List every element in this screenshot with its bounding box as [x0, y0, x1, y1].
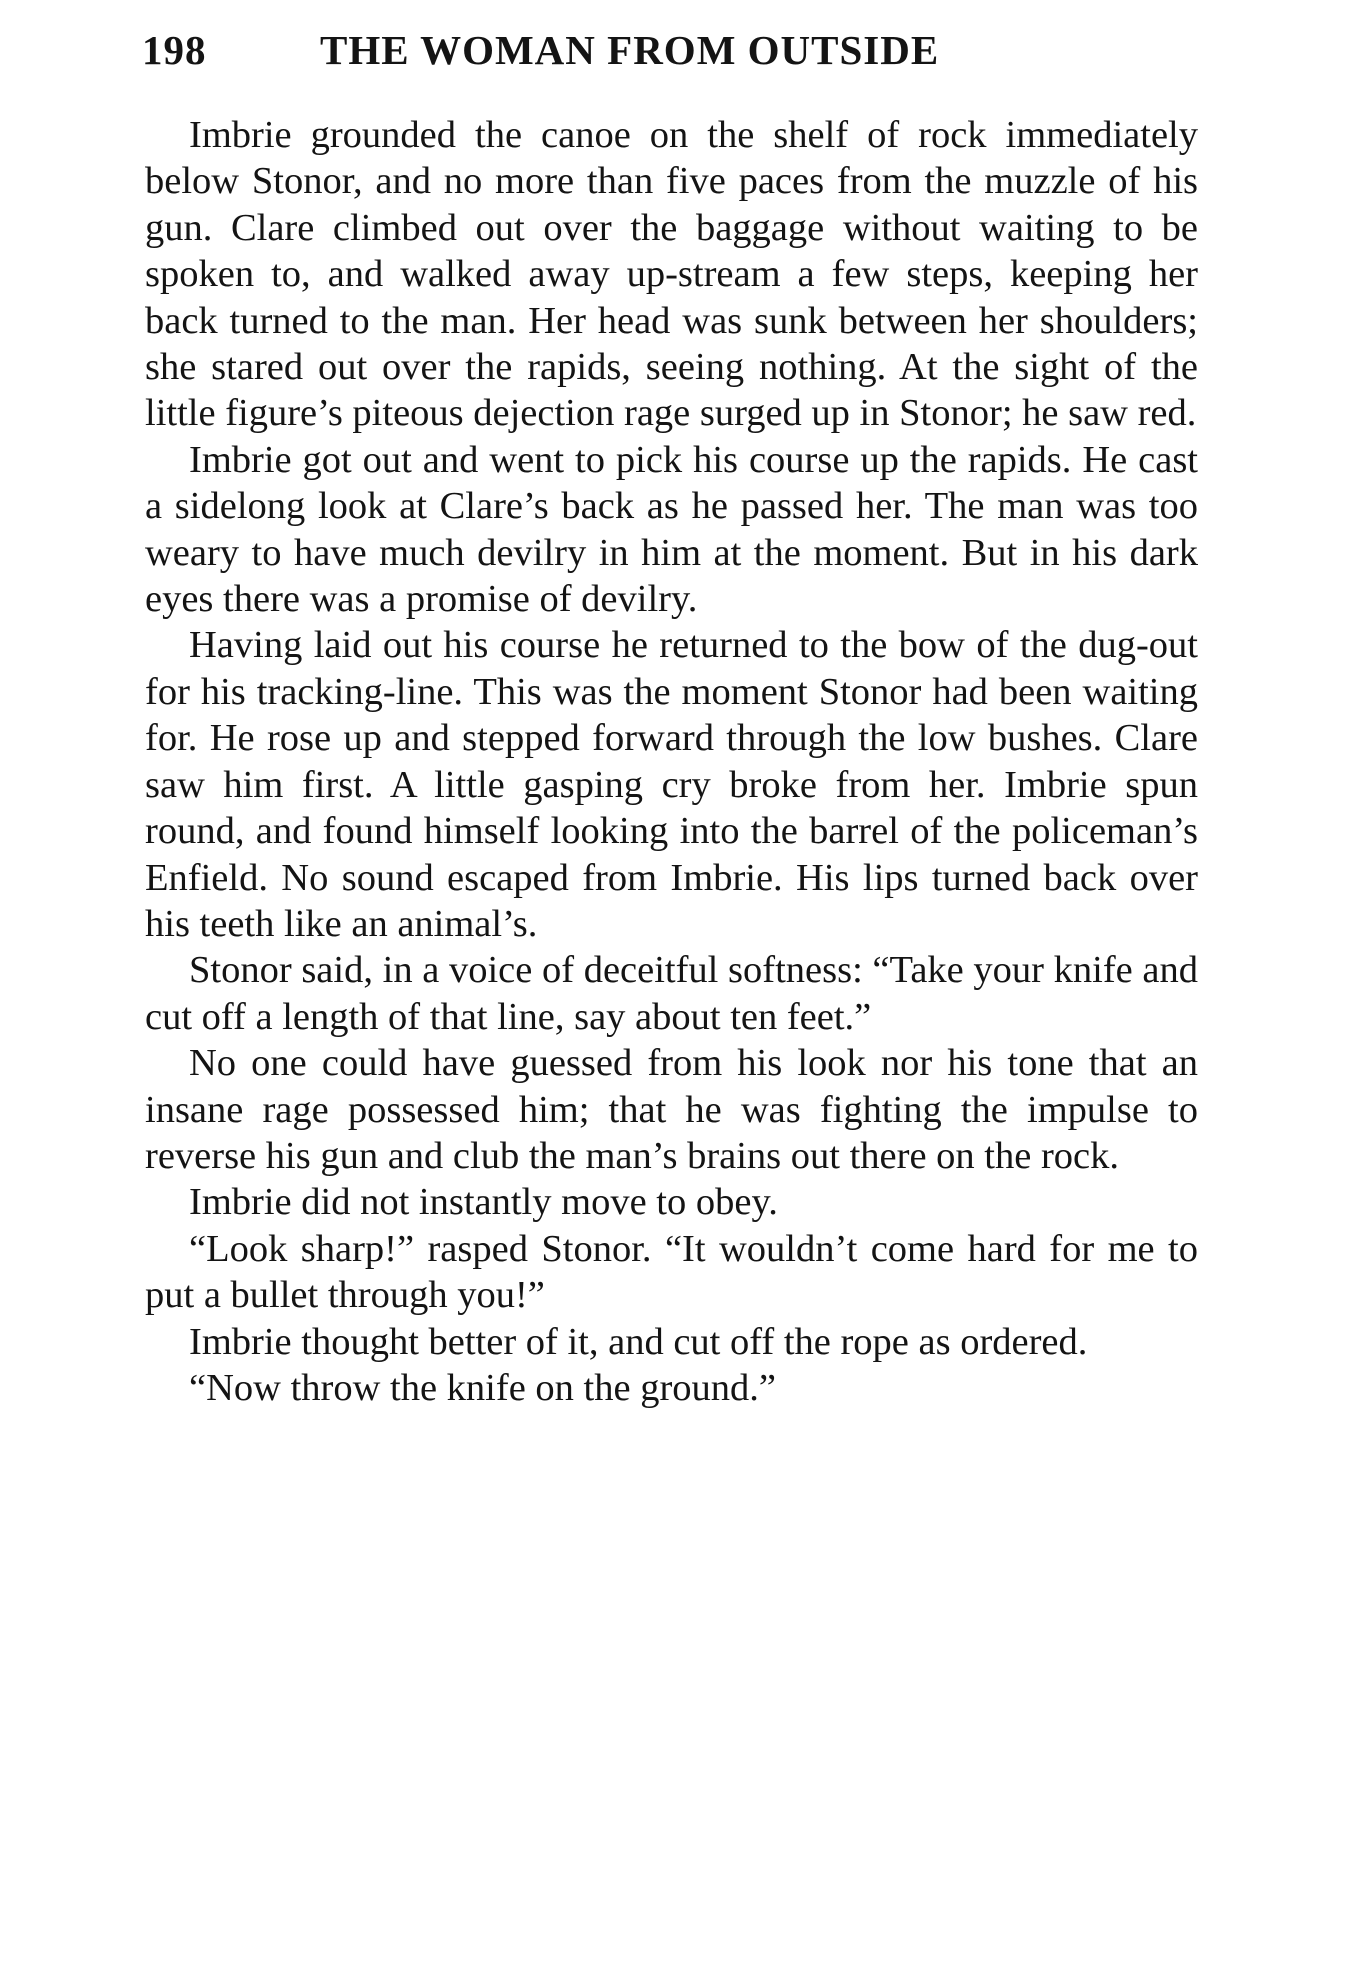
paragraph-7: “Look sharp!” rasped Stonor. “It wouldn’t come hard for me to put a bullet through you!” — [145, 1227, 1198, 1317]
paragraph-9: “Now throw the knife on the ground.” — [189, 1366, 776, 1409]
paragraph-5: No one could have guessed from his look nor his tone that an insane rage possessed him; that he was fighting the impulse to reverse his gun and club the man’s brains out there on the rock. — [145, 1042, 1198, 1177]
page-header — [142, 14, 1222, 84]
paragraph-4: Stonor said, in a voice of deceitful softness: “Take your knife and cut off a length of that line, say about ten feet.” — [145, 949, 1198, 1038]
paragraph-8: Imbrie thought better of it, and cut off the rope as ordered. — [189, 1320, 1088, 1363]
paragraph-6: Imbrie did not instantly move to obey. — [189, 1181, 778, 1224]
paragraph-1: Imbrie grounded the canoe on the shelf of rock immediately below Stonor, and no more than five paces from the muzzle of his gun. Clare climbed out over the baggage without waiting to be spoken to, and walked away up-stream a few steps, keeping her back turned to the man. Her head was sunk between her shoulders; she stared out over the rapids, seeing nothing. At the sight of the little figure’s piteous dejection rage surged up in Stonor; he saw red. — [145, 114, 1198, 435]
page-number: 198 — [142, 27, 207, 73]
paragraph-3: Having laid out his course he returned to the bow of the dug-out for his tracking-line. This was the moment Stonor had been waiting for. He rose up and stepped forward through the low bushes. Clare saw him first. A little gasping cry broke from her. Imbrie spun round, and found himself looking into the barrel of the policeman’s Enfield. No sound escaped from Imbrie. His lips turned back over his teeth like an animal’s. — [145, 624, 1198, 945]
body-text — [145, 112, 1198, 1411]
paragraph-2: Imbrie got out and went to pick his course up the rapids. He cast a sidelong look at Clare’s back as he passed her. The man was too weary to have much devilry in him at the moment. But in his dark eyes there was a promise of devilry. — [145, 438, 1198, 621]
running-title: THE WOMAN FROM OUTSIDE — [320, 27, 940, 73]
